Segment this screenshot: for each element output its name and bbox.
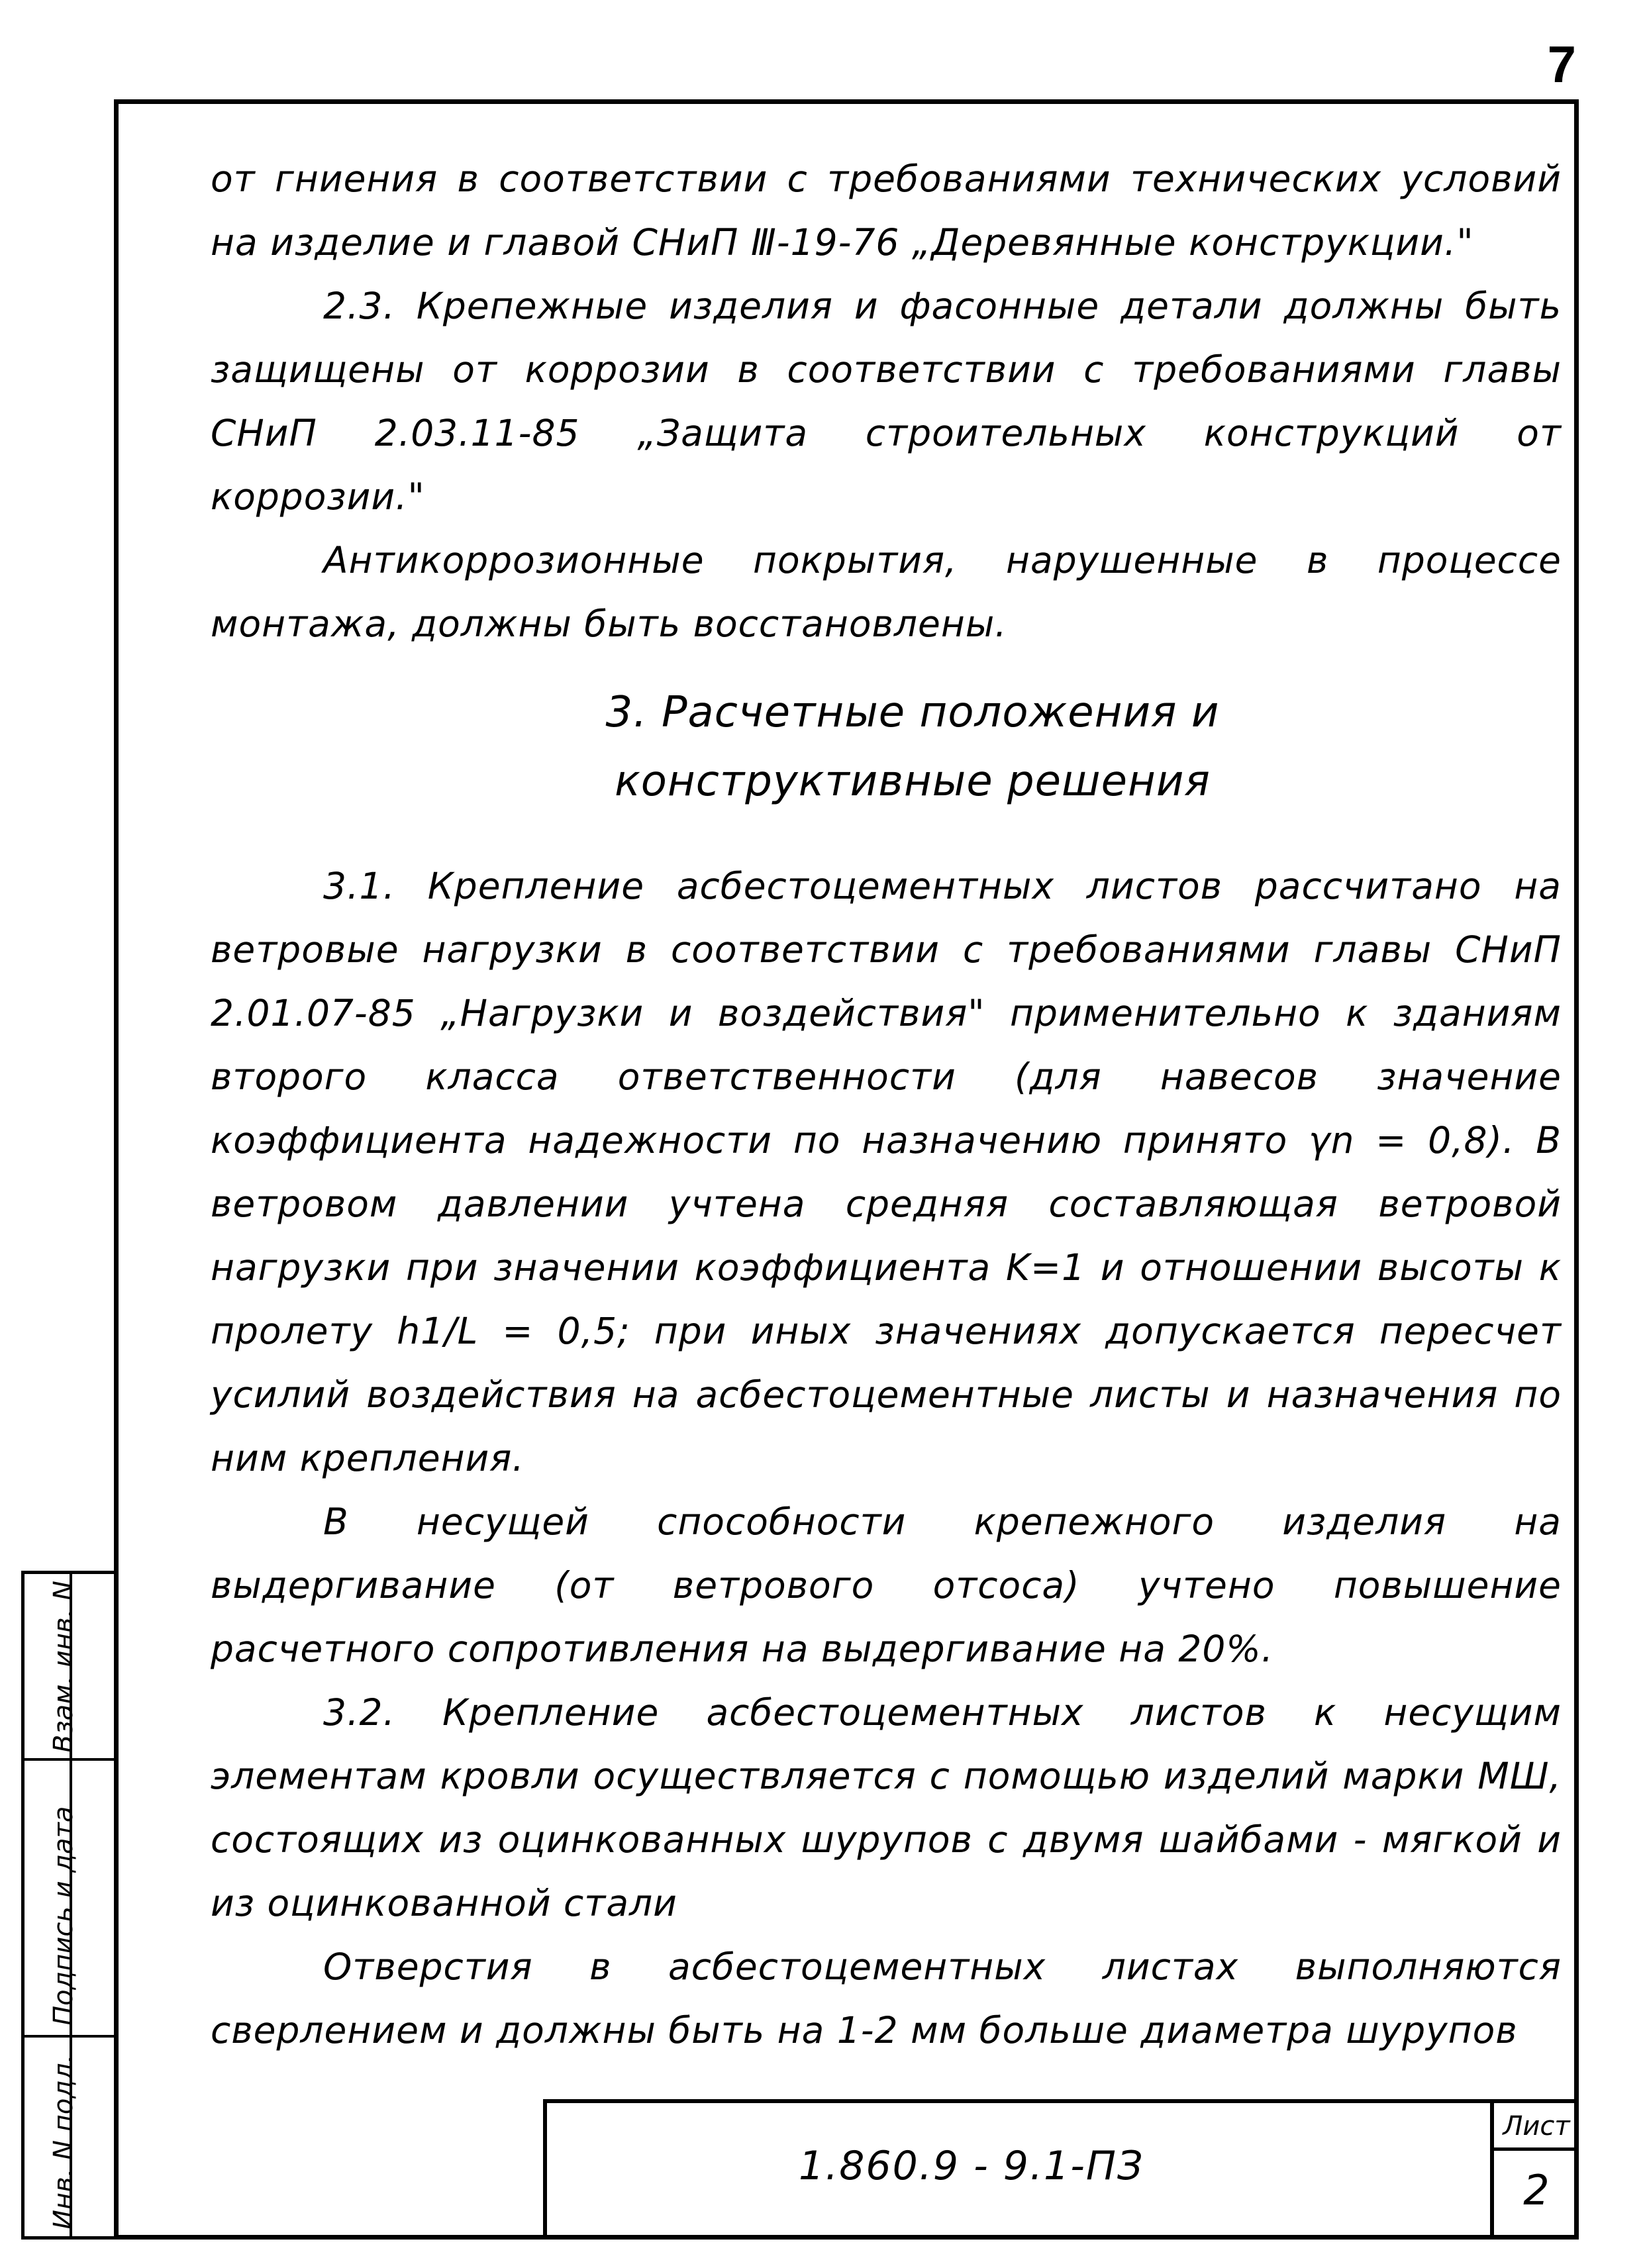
paragraph: 3.2. Крепление асбестоцементных листов к несущим элементам кровли осуществляется с помощью изделий марки МШ, состоящих из оцинкованных шурупов с двумя шайбами - мягкой и из оцинкованной стали [211,1691,1562,1924]
section-title-line: 3. Расчетные положения и [605,688,1220,737]
side-stamp-cell [25,2038,114,2236]
side-stamp [21,1571,114,2240]
paragraph: от гниения в соответствии с требованиями технических условий на изделие и главой СНиП Ⅲ-19-76 „Деревянные конструкции." [211,158,1562,264]
sheet-label: Лист [1494,2103,1579,2151]
paragraph: Антикоррозионные покрытия, нарушенные в процессе монтажа, должны быть восстановлены. [211,539,1562,645]
side-stamp-label: Инв. N подл. [48,2054,79,2230]
section-title-line: конструктивные решения [615,757,1211,806]
paragraph: 3.1. Крепление асбестоцементных листов рассчитано на ветровые нагрузки в соответствии с требованиями главы СНиП 2.01.07-85 „Нагрузки и воздействия" применительно к зданиям второго класса ответственности (для навесов значение коэффициента надежности по назначению принято γn = 0,8). В ветровом давлении учтена средняя составляющая ветровой нагрузки при значении коэффициента K=1 и отношении высоты к пролету h1/L = 0,5; при иных значениях допускается пересчет усилий воздействия на асбестоцементные листы и назначения по ним крепления. [211,865,1562,1479]
side-stamp-label: Подпись и дата [48,1806,79,2026]
title-block [543,2099,1579,2240]
side-stamp-cell [25,1574,114,1761]
sheet-cell [1490,2103,1579,2240]
paragraph: 2.3. Крепежные изделия и фасонные детали должны быть защищены от коррозии в соответствии с требованиями главы СНиП 2.03.11-85 „Защита строительных конструкций от коррозии." [211,285,1562,518]
paragraph: В несущей способности крепежного изделия на выдергивание (от ветрового отсоса) учтено повышение расчетного сопротивления на выдергивание на 20%. [211,1501,1562,1670]
paragraph: Отверстия в асбестоцементных листах выполняются сверлением и должны быть на 1-2 мм больше диаметра шурупов [211,1946,1562,2051]
side-stamp-cell [25,1761,114,2038]
sheet-number: 2 [1523,2166,1550,2214]
section-title [211,678,1562,816]
side-stamp-label: Взам. инв. N [48,1581,79,1753]
document-code: 1.860.9 - 9.1-ПЗ [799,2143,1144,2189]
document-body [211,147,1562,2062]
page-number: 7 [1547,35,1576,93]
